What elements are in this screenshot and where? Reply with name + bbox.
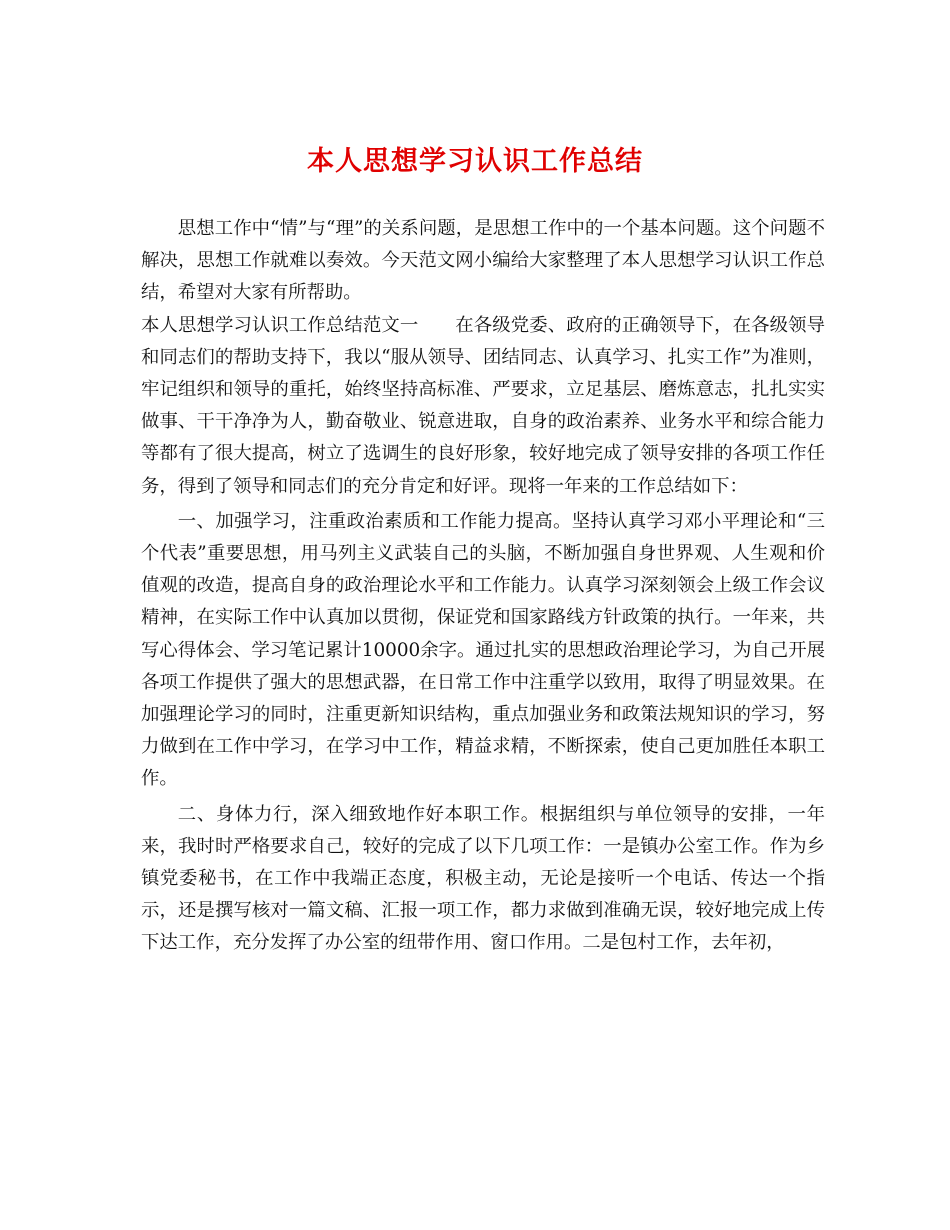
document-body <box>141 213 825 960</box>
section-one-paragraph: 一、加强学习，注重政治素质和工作能力提高。坚持认真学习邓小平理论和“三个代表”重要思想，用马列主义武装自己的头脑，不断加强自身世界观、人生观和价值观的改造，提高自身的政治理论水平和工作能力。认真学习深刻领会上级工作会议精神，在实际工作中认真加以贯彻，保证党和国家路线方针政策的执行。一年来，共写心得体会、学习笔记累计10000余字。通过扎实的思想政治理论学习，为自己开展各项工作提供了强大的思想武器，在日常工作中注重学以致用，取得了明显效果。在加强理论学习的同时，注重更新知识结构，重点加强业务和政策法规知识的学习，努力做到在工作中学习，在学习中工作，精益求精，不断探索，使自己更加胜任本职工作。 <box>141 510 825 790</box>
document-title: 本人思想学习认识工作总结 <box>307 146 643 177</box>
section-two-paragraph: 二、身体力行，深入细致地作好本职工作。根据组织与单位领导的安排，一年来，我时时严格要求自己，较好的完成了以下几项工作：一是镇办公室工作。作为乡镇党委秘书，在工作中我端正态度，积极主动，无论是接听一个电话、传达一个指示，还是撰写核对一篇文稿、汇报一项工作，都力求做到准确无误，较好地完成上传下达工作，充分发挥了办公室的纽带作用、窗口作用。二是包村工作，去年初， <box>141 803 825 954</box>
intro-paragraph: 思想工作中“情”与“理”的关系问题，是思想工作中的一个基本问题。这个问题不解决，思想工作就难以奏效。今天范文网小编给大家整理了本人思想学习认识工作总结，希望对大家有所帮助。 <box>141 218 825 304</box>
sample-one-paragraph: 本人思想学习认识工作总结范文一 在各级党委、政府的正确领导下，在各级领导和同志们的帮助支持下，我以“服从领导、团结同志、认真学习、扎实工作”为准则，牢记组织和领导的重托，始终坚持高标准、严要求，立足基层、磨炼意志，扎扎实实做事、干干净净为人，勤奋敬业、锐意进取，自身的政治素养、业务水平和综合能力等都有了很大提高，树立了选调生的良好形象，较好地完成了领导安排的各项工作任务，得到了领导和同志们的充分肯定和好评。现将一年来的工作总结如下： <box>141 314 825 497</box>
